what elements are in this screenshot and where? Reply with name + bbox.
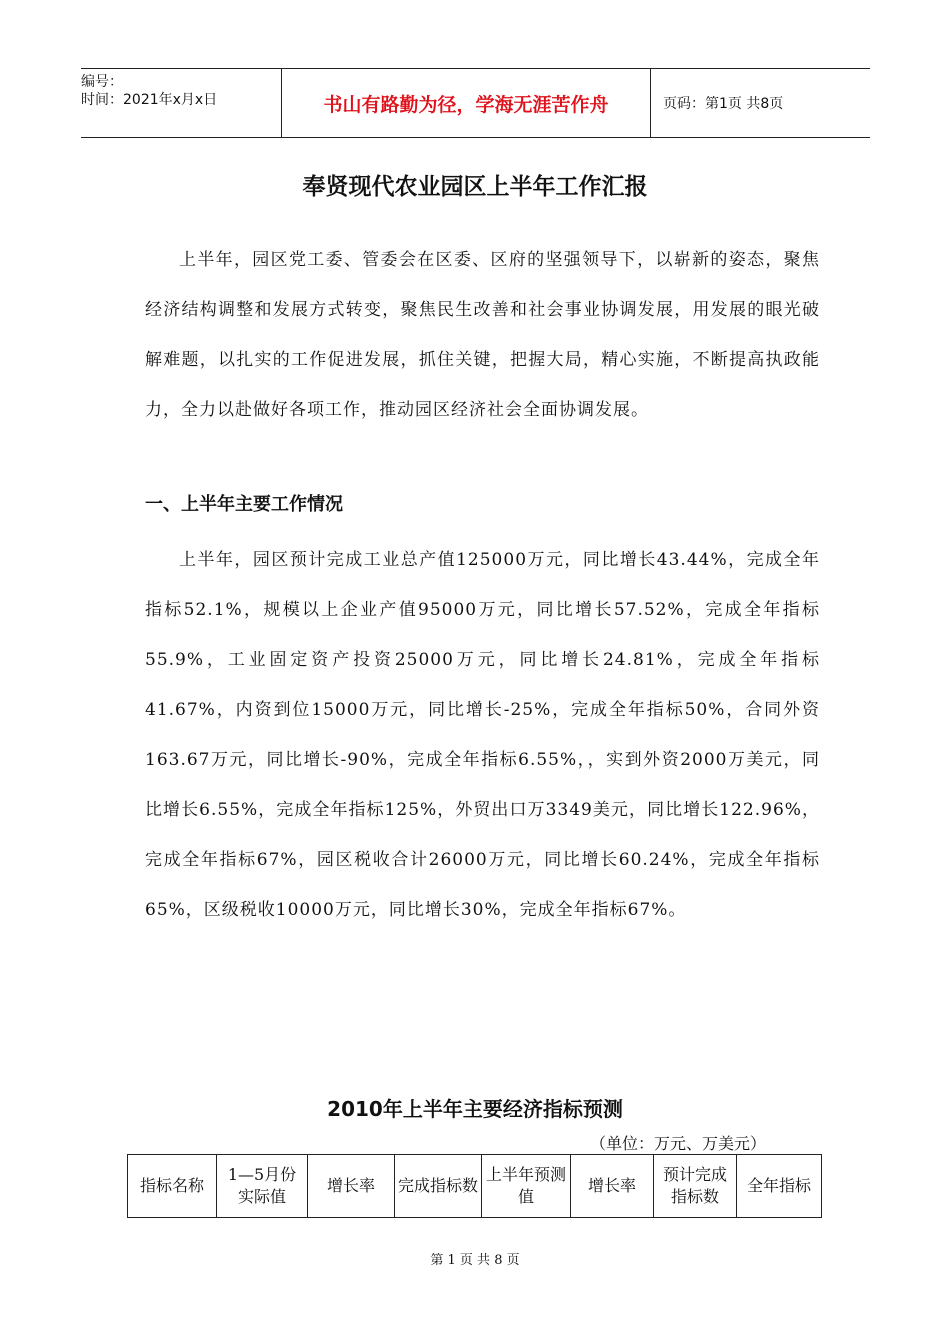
table-header-cell: 指标名称 bbox=[128, 1155, 217, 1218]
header-motto: 书山有路勤为径，学海无涯苦作舟 bbox=[281, 69, 651, 137]
number-label: 编号： bbox=[81, 74, 123, 90]
table-header-cell: 1—5月份实际值 bbox=[217, 1155, 308, 1218]
section-paragraph: 上半年，园区预计完成工业总产值125000万元，同比增长43.44%，完成全年指标52.1%，规模以上企业产值95000万元，同比增长57.52%，完成全年指标55.9%，工业固定资产投资25000万元，同比增长24.81%，完成全年指标41.67%，内资到位15000万元，同比增长-25%，完成全年指标50%，合同外资163.67万元，同比增长-90%，完成全年指标6.55%，，实到外资2000万美元，同比增长6.55%，完成全年指标125%，外贸出口万3349美元，同比增长122.96%，完成全年指标67%，园区税收合计26000万元，同比增长60.24%，完成全年指标65%，区级税收10000万元，同比增长30%，完成全年指标67%。 bbox=[145, 550, 820, 920]
table-header-row bbox=[128, 1155, 822, 1218]
table-header-cell: 增长率 bbox=[308, 1155, 395, 1218]
header-meta bbox=[81, 69, 281, 137]
table-unit: （单位：万元、万美元） bbox=[590, 1134, 767, 1153]
table-header-cell: 增长率 bbox=[571, 1155, 654, 1218]
table-title: 2010年上半年主要经济指标预测 bbox=[327, 1097, 623, 1121]
table-header-cell: 上半年预测值 bbox=[482, 1155, 571, 1218]
section-heading: 一、上半年主要工作情况 bbox=[145, 494, 343, 515]
time-label: 时间：2021年x月x日 bbox=[81, 92, 218, 108]
page-footer: 第 1 页 共 8 页 bbox=[430, 1253, 520, 1268]
table-header-cell: 预计完成指标数 bbox=[654, 1155, 737, 1218]
table-header-cell: 全年指标 bbox=[737, 1155, 822, 1218]
header-page-info: 页码：第1页 共8页 bbox=[663, 96, 784, 112]
indicator-table bbox=[127, 1154, 822, 1218]
table-header-cell: 完成指标数 bbox=[395, 1155, 482, 1218]
document-header bbox=[81, 68, 870, 138]
document-title: 奉贤现代农业园区上半年工作汇报 bbox=[302, 174, 648, 200]
intro-paragraph: 上半年，园区党工委、管委会在区委、区府的坚强领导下，以崭新的姿态，聚焦经济结构调整和发展方式转变，聚焦民生改善和社会事业协调发展，用发展的眼光破解难题，以扎实的工作促进发展，抓住关键，把握大局，精心实施，不断提高执政能力，全力以赴做好各项工作，推动园区经济社会全面协调发展。 bbox=[145, 250, 820, 420]
